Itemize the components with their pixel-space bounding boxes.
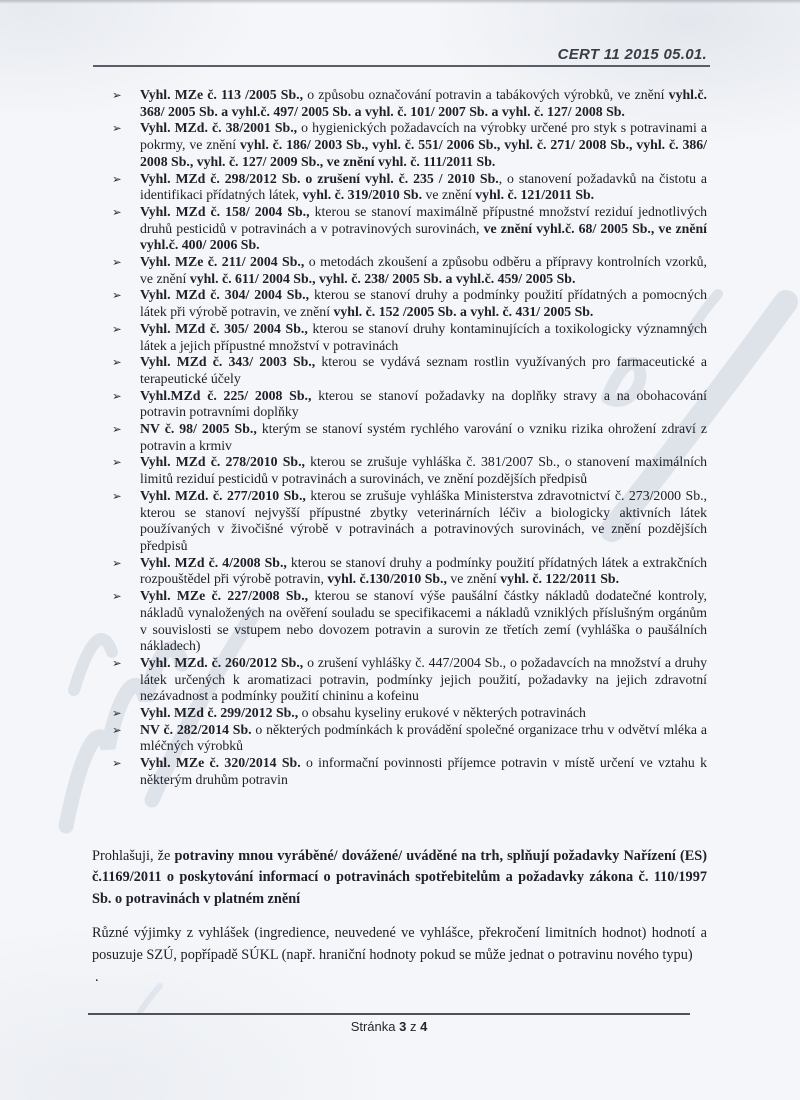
list-item	[112, 705, 707, 722]
arrow-bullet-icon: ➢	[112, 88, 122, 102]
arrow-bullet-icon: ➢	[112, 722, 122, 737]
list-item-text: Vyhl. MZd č. 305/ 2004 Sb., kterou se stanoví druhy kontaminujících a toxikologicky významných látek a jejich přípustné množství v potravinách	[140, 320, 707, 353]
list-item-text: Vyhl. MZe č. 227/2008 Sb., kterou se stanoví výše paušální částky nákladů dodatečné kontroly, nákladů vynaložených na ověření souladu se specifikacemi a nákladů vzniklých příslušným orgánům v souvislosti se vstupem nebo dovozem potravin a surovin ze třetích zemí (vyhláška o paušálních nákladech)	[140, 588, 707, 654]
arrow-bullet-icon: ➢	[112, 388, 122, 403]
list-item	[112, 354, 707, 387]
list-item-text: Vyhl. MZd č. 4/2008 Sb., kterou se stanoví druhy a podmínky použití přídatných látek a extrakčních rozpouštědel při výrobě potravin, vyhl. č.130/2010 Sb., ve znění vyhl. č. 122/2011 Sb.	[140, 554, 707, 587]
arrow-bullet-icon: ➢	[112, 488, 122, 503]
list-item-text: Vyhl. MZd č. 158/ 2004 Sb., kterou se stanoví maximálně přípustné množství reziduí jednotlivých druhů pesticidů v potravinách a v potravinových surovinách, ve znění vyhl.č. 68/ 2005 Sb., ve znění vyhl.č. 400/ 2006 Sb.	[140, 203, 707, 253]
list-item	[112, 454, 707, 487]
list-item-text: Vyhl. MZd č. 304/ 2004 Sb., kterou se stanoví druhy a podmínky použití přídatných a pomocných látek při výrobě potravin, ve znění vyhl. č. 152 /2005 Sb. a vyhl. č. 431/ 2005 Sb.	[140, 287, 707, 320]
list-item-text: Vyhl. MZd č. 298/2012 Sb. o zrušení vyhl. č. 235 / 2010 Sb., o stanovení požadavků na čistotu a identifikaci přídatných látek, vyhl. č. 319/2010 Sb. ve znění vyhl. č. 121/2011 Sb.	[140, 170, 707, 203]
list-item-text: Vyhl. MZd. č. 260/2012 Sb., o zrušení vyhlášky č. 447/2004 Sb., o požadavcích na množství a druhy látek určených k aromatizaci potravin, podmínky jejich použití, požadavky na jejich zdravotní nezávadnost a podmínky použití chininu a kofeinu	[140, 654, 707, 704]
arrow-bullet-icon: ➢	[112, 655, 122, 670]
list-item	[112, 120, 707, 170]
trailing-dot: .	[95, 969, 99, 986]
arrow-bullet-icon: ➢	[112, 756, 122, 771]
scan-edge-shadow	[0, 0, 800, 4]
list-item-text: Vyhl. MZd č. 299/2012 Sb., o obsahu kyseliny erukové v některých potravinách	[140, 705, 586, 721]
list-item	[112, 321, 707, 354]
list-item	[112, 555, 707, 588]
arrow-bullet-icon: ➢	[112, 321, 122, 336]
arrow-bullet-icon: ➢	[112, 288, 122, 303]
arrow-bullet-icon: ➢	[112, 255, 122, 270]
list-item	[112, 287, 707, 320]
body-paragraphs	[92, 846, 707, 988]
list-item-text: Vyhl. MZd. č. 38/2001 Sb., o hygienických požadavcích na výrobky určené pro styk s potravinami a pokrmy, ve znění vyhl. č. 186/ 2003 Sb., vyhl. č. 551/ 2006 Sb., vyhl. č. 271/ 2008 Sb., vyhl. č. 386/ 2008 Sb., vyhl. č. 127/ 2009 Sb., ve znění vyhl. č. 111/2011 Sb.	[140, 120, 707, 169]
arrow-bullet-icon: ➢	[112, 204, 122, 219]
arrow-bullet-icon: ➢	[112, 355, 122, 370]
document-code: CERT 11 2015 05.01.	[557, 46, 707, 63]
arrow-bullet-icon: ➢	[112, 455, 122, 470]
arrow-bullet-icon: ➢	[112, 706, 122, 721]
footer-rule	[88, 1013, 690, 1015]
arrow-bullet-icon: ➢	[112, 589, 122, 604]
list-item-text: Vyhl. MZd. č. 277/2010 Sb., kterou se zrušuje vyhláška Ministerstva zdravotnictví č. 273/2000 Sb., kterou se stanoví nejvyšší přípustné zbytky veterinárních léčiv a biologicky aktivních látek používaných v živočišné výrobě v potravinách a potravinových surovinách, ve znění pozdějších předpisů	[140, 487, 707, 553]
list-item-text: Vyhl. MZe č. 113 /2005 Sb., o způsobu označování potravin a tabákových výrobků, ve znění vyhl.č. 368/ 2005 Sb. a vyhl.č. 497/ 2005 Sb. a vyhl. č. 101/ 2007 Sb. a vyhl. č. 127/ 2008 Sb.	[140, 87, 707, 119]
list-item-text: Vyhl.MZd č. 225/ 2008 Sb., kterou se stanoví požadavky na doplňky stravy a na obohacování potravin potravními doplňky	[140, 387, 707, 420]
list-item-text: Vyhl. MZd č. 278/2010 Sb., kterou se zrušuje vyhláška č. 381/2007 Sb., o stanovení maximálních limitů reziduí pesticidů v potravinách a surovinách, ve znění pozdějších předpisů	[140, 454, 707, 487]
list-item	[112, 204, 707, 254]
list-item	[112, 722, 707, 755]
list-item	[112, 421, 707, 454]
list-item	[112, 488, 707, 555]
page-number: Stránka 3 z 4	[350, 1019, 428, 1034]
list-item-text: Vyhl. MZe č. 320/2014 Sb. o informační povinnosti příjemce potravin v místě určení ve vztahu k některým druhům potravin	[140, 755, 707, 787]
list-item-text: NV č. 98/ 2005 Sb., kterým se stanoví systém rychlého varování o vzniku rizika ohrožení zdraví z potravin a krmiv	[140, 421, 707, 453]
list-item	[112, 388, 707, 421]
arrow-bullet-icon: ➢	[112, 171, 122, 186]
list-item	[112, 254, 707, 287]
arrow-bullet-icon: ➢	[112, 422, 122, 437]
header-rule	[93, 65, 710, 67]
list-item	[112, 171, 707, 204]
list-item-text: Vyhl. MZe č. 211/ 2004 Sb., o metodách zkoušení a způsobu odběru a přípravy kontrolních vzorků, ve znění vyhl. č. 611/ 2004 Sb., vyhl. č. 238/ 2005 Sb. a vyhl.č. 459/ 2005 Sb.	[140, 254, 707, 286]
list-item	[112, 87, 707, 120]
declaration-paragraph: Prohlašuji, že potraviny mnou vyráběné/ dovážené/ uváděné na trh, splňují požadavky Nařízení (ES) č.1169/2011 o poskytování informací o potravinách spotřebitelům a požadavky zákona č. 110/1997 Sb. o potravinách v platném znění	[92, 848, 707, 907]
exceptions-paragraph: Různé výjimky z vyhlášek (ingredience, neuvedené ve vyhlášce, překročení limitních hodnot) hodnotí a posuzuje SZÚ, popřípadě SÚKL (např. hraniční hodnoty pokud se může jednat o potravinu nového typu)	[92, 925, 707, 963]
arrow-bullet-icon: ➢	[112, 555, 122, 570]
arrow-bullet-icon: ➢	[112, 121, 122, 136]
list-item-text: NV č. 282/2014 Sb. o některých podmínkách k provádění společné organizace trhu v odvětví mléka a mléčných výrobků	[140, 721, 707, 754]
list-item-text: Vyhl. MZd č. 343/ 2003 Sb., kterou se vydává seznam rostlin využívaných pro farmaceutické a terapeutické účely	[140, 354, 707, 386]
list-item	[112, 755, 707, 788]
list-item	[112, 655, 707, 705]
list-item	[112, 588, 707, 655]
decree-list	[112, 87, 707, 845]
